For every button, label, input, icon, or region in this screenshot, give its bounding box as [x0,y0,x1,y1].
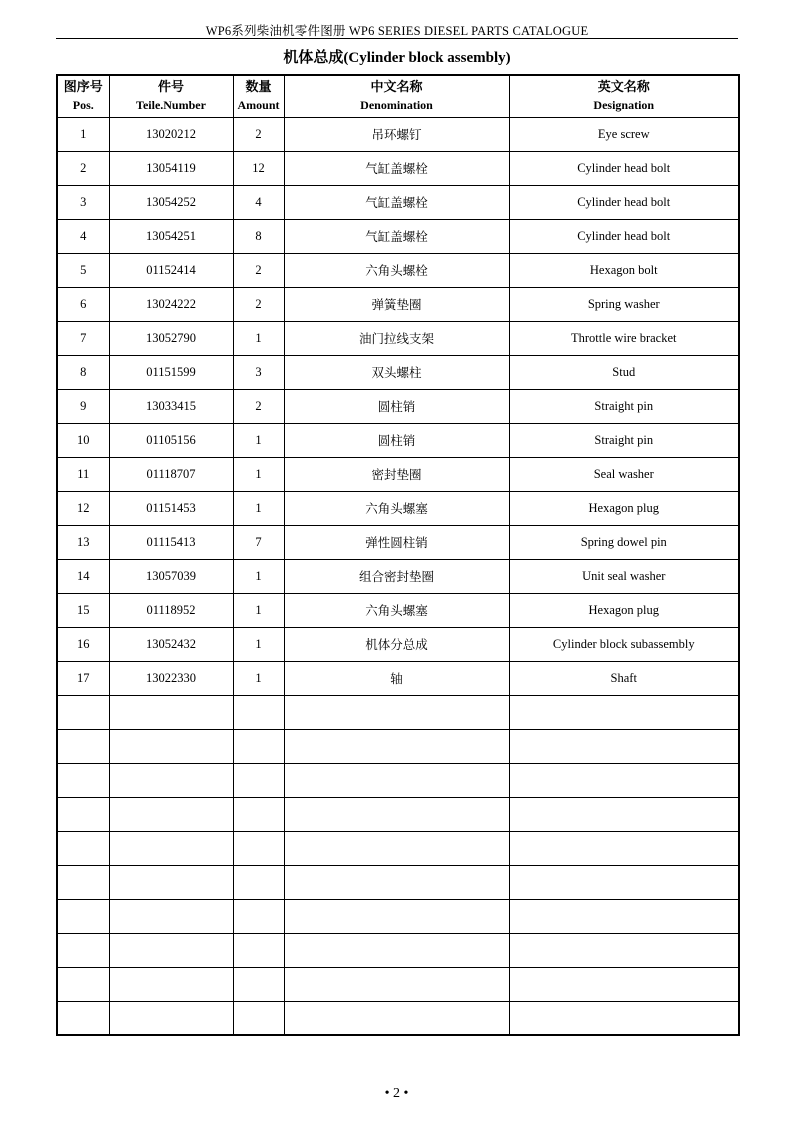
cell-amount: 7 [233,525,284,559]
cell-part-number [109,899,233,933]
header-number-en: Teile.Number [136,98,206,113]
cell-name-en: Hexagon bolt [509,253,739,287]
header-denomination [284,75,509,117]
cell-name-zh [284,1001,509,1035]
table-row [57,695,739,729]
cell-pos: 9 [57,389,109,423]
cell-pos: 12 [57,491,109,525]
cell-name-zh: 气缸盖螺栓 [284,219,509,253]
cell-part-number [109,763,233,797]
table-row [57,899,739,933]
cell-pos [57,797,109,831]
cell-part-number: 13020212 [109,117,233,151]
cell-name-zh [284,967,509,1001]
table-header-row [57,75,739,117]
cell-pos [57,831,109,865]
table-row [57,831,739,865]
page-number: • 2 • [384,1086,409,1101]
cell-name-zh [284,729,509,763]
cell-name-en: Unit seal washer [509,559,739,593]
cell-pos: 14 [57,559,109,593]
table-row [57,559,739,593]
cell-amount: 1 [233,321,284,355]
cell-pos: 1 [57,117,109,151]
cell-pos: 4 [57,219,109,253]
cell-amount [233,1001,284,1035]
running-header: WP6系列柴油机零件图册 WP6 SERIES DIESEL PARTS CATALOGUE [205,24,589,38]
header-pos-zh: 图序号 [63,79,103,95]
cell-name-en: Straight pin [509,423,739,457]
cell-amount [233,831,284,865]
cell-name-zh [284,797,509,831]
cell-amount [233,933,284,967]
cell-amount [233,729,284,763]
cell-name-en [509,865,739,899]
table-row [57,933,739,967]
cell-name-zh: 圆柱销 [284,423,509,457]
table-row [57,627,739,661]
cell-part-number: 13033415 [109,389,233,423]
cell-amount: 1 [233,457,284,491]
cell-pos: 17 [57,661,109,695]
cell-name-zh: 气缸盖螺栓 [284,151,509,185]
header-pos-en: Pos. [72,98,94,113]
cell-name-zh: 六角头螺塞 [284,593,509,627]
cell-part-number [109,729,233,763]
cell-name-en [509,967,739,1001]
header-amount-en: Amount [237,98,280,113]
cell-part-number: 01151599 [109,355,233,389]
cell-part-number: 13054252 [109,185,233,219]
cell-part-number: 13057039 [109,559,233,593]
cell-name-en: Cylinder head bolt [509,185,739,219]
cell-part-number: 01118707 [109,457,233,491]
cell-name-en: Seal washer [509,457,739,491]
table-row [57,423,739,457]
cell-name-zh: 组合密封垫圈 [284,559,509,593]
cell-name-en: Throttle wire bracket [509,321,739,355]
header-designation [509,75,739,117]
header-amount-zh: 数量 [245,79,272,95]
table-row [57,661,739,695]
cell-part-number: 01105156 [109,423,233,457]
cell-name-en [509,1001,739,1035]
cell-name-zh: 油门拉线支架 [284,321,509,355]
cell-name-zh: 弹性圆柱销 [284,525,509,559]
cell-name-en: Straight pin [509,389,739,423]
cell-pos [57,967,109,1001]
cell-pos: 2 [57,151,109,185]
cell-name-en: Shaft [509,661,739,695]
cell-name-en: Spring washer [509,287,739,321]
cell-part-number [109,831,233,865]
cell-pos [57,729,109,763]
cell-part-number: 13054251 [109,219,233,253]
header-number-zh: 件号 [157,79,184,95]
cell-pos: 13 [57,525,109,559]
cell-name-zh [284,899,509,933]
cell-amount: 1 [233,423,284,457]
cell-part-number: 13022330 [109,661,233,695]
header-amount [233,75,284,117]
cell-pos: 8 [57,355,109,389]
cell-pos: 7 [57,321,109,355]
cell-part-number: 01151453 [109,491,233,525]
cell-amount: 1 [233,559,284,593]
cell-amount: 2 [233,287,284,321]
header-denomination-en: Denomination [360,98,433,113]
cell-pos [57,865,109,899]
cell-name-zh: 气缸盖螺栓 [284,185,509,219]
table-row [57,389,739,423]
cell-part-number [109,933,233,967]
cell-part-number: 13024222 [109,287,233,321]
table-row [57,253,739,287]
cell-name-en: Cylinder head bolt [509,219,739,253]
table-row [57,355,739,389]
cell-pos [57,899,109,933]
cell-pos [57,695,109,729]
cell-name-en: Eye screw [509,117,739,151]
table-row [57,797,739,831]
table-row [57,525,739,559]
table-row [57,491,739,525]
cell-name-zh [284,763,509,797]
cell-pos [57,933,109,967]
cell-name-en: Hexagon plug [509,593,739,627]
cell-name-en [509,695,739,729]
cell-part-number [109,695,233,729]
table-row [57,185,739,219]
cell-name-zh [284,865,509,899]
cell-pos: 3 [57,185,109,219]
cell-name-en: Stud [509,355,739,389]
cell-name-zh: 六角头螺塞 [284,491,509,525]
section-title: 机体总成(Cylinder block assembly) [283,50,511,66]
table-row [57,457,739,491]
cell-name-zh: 弹簧垫圈 [284,287,509,321]
cell-amount [233,865,284,899]
header-designation-en: Designation [593,98,655,113]
cell-pos: 15 [57,593,109,627]
cell-amount [233,695,284,729]
cell-name-en [509,933,739,967]
cell-pos: 6 [57,287,109,321]
cell-amount: 1 [233,593,284,627]
cell-name-zh [284,831,509,865]
cell-part-number: 01115413 [109,525,233,559]
cell-name-en: Cylinder block subassembly [509,627,739,661]
cell-name-zh [284,695,509,729]
cell-amount: 2 [233,253,284,287]
cell-name-zh [284,933,509,967]
cell-name-en [509,797,739,831]
table-row [57,151,739,185]
cell-amount: 8 [233,219,284,253]
cell-part-number: 01152414 [109,253,233,287]
parts-table-body [57,117,739,1035]
cell-part-number: 13054119 [109,151,233,185]
cell-part-number [109,967,233,1001]
cell-name-zh: 吊环螺钉 [284,117,509,151]
cell-amount [233,967,284,1001]
cell-part-number [109,1001,233,1035]
cell-pos [57,1001,109,1035]
header-designation-zh: 英文名称 [597,79,650,95]
table-row [57,763,739,797]
cell-pos: 16 [57,627,109,661]
cell-amount: 12 [233,151,284,185]
cell-amount: 1 [233,627,284,661]
table-row [57,865,739,899]
cell-amount: 3 [233,355,284,389]
cell-part-number: 13052790 [109,321,233,355]
header-rule [56,38,738,39]
cell-name-zh: 六角头螺栓 [284,253,509,287]
cell-amount: 1 [233,661,284,695]
cell-amount [233,797,284,831]
table-row [57,1001,739,1035]
cell-name-en [509,729,739,763]
table-row [57,729,739,763]
parts-table [56,74,740,1036]
cell-name-en [509,899,739,933]
cell-name-en: Hexagon plug [509,491,739,525]
cell-pos: 11 [57,457,109,491]
cell-pos [57,763,109,797]
table-row [57,219,739,253]
cell-name-en: Spring dowel pin [509,525,739,559]
cell-part-number [109,865,233,899]
cell-name-zh: 机体分总成 [284,627,509,661]
cell-name-en: Cylinder head bolt [509,151,739,185]
cell-name-zh: 双头螺柱 [284,355,509,389]
cell-part-number: 13052432 [109,627,233,661]
cell-amount: 2 [233,389,284,423]
header-denomination-zh: 中文名称 [370,79,423,95]
cell-part-number [109,797,233,831]
cell-name-en [509,763,739,797]
cell-name-zh: 圆柱销 [284,389,509,423]
cell-name-zh: 轴 [284,661,509,695]
cell-pos: 10 [57,423,109,457]
table-row [57,967,739,1001]
header-pos [57,75,109,117]
cell-amount: 2 [233,117,284,151]
table-row [57,287,739,321]
cell-amount [233,763,284,797]
table-row [57,117,739,151]
table-row [57,593,739,627]
cell-name-en [509,831,739,865]
cell-part-number: 01118952 [109,593,233,627]
table-row [57,321,739,355]
cell-amount: 4 [233,185,284,219]
cell-amount [233,899,284,933]
cell-name-zh: 密封垫圈 [284,457,509,491]
cell-pos: 5 [57,253,109,287]
header-number [109,75,233,117]
cell-amount: 1 [233,491,284,525]
